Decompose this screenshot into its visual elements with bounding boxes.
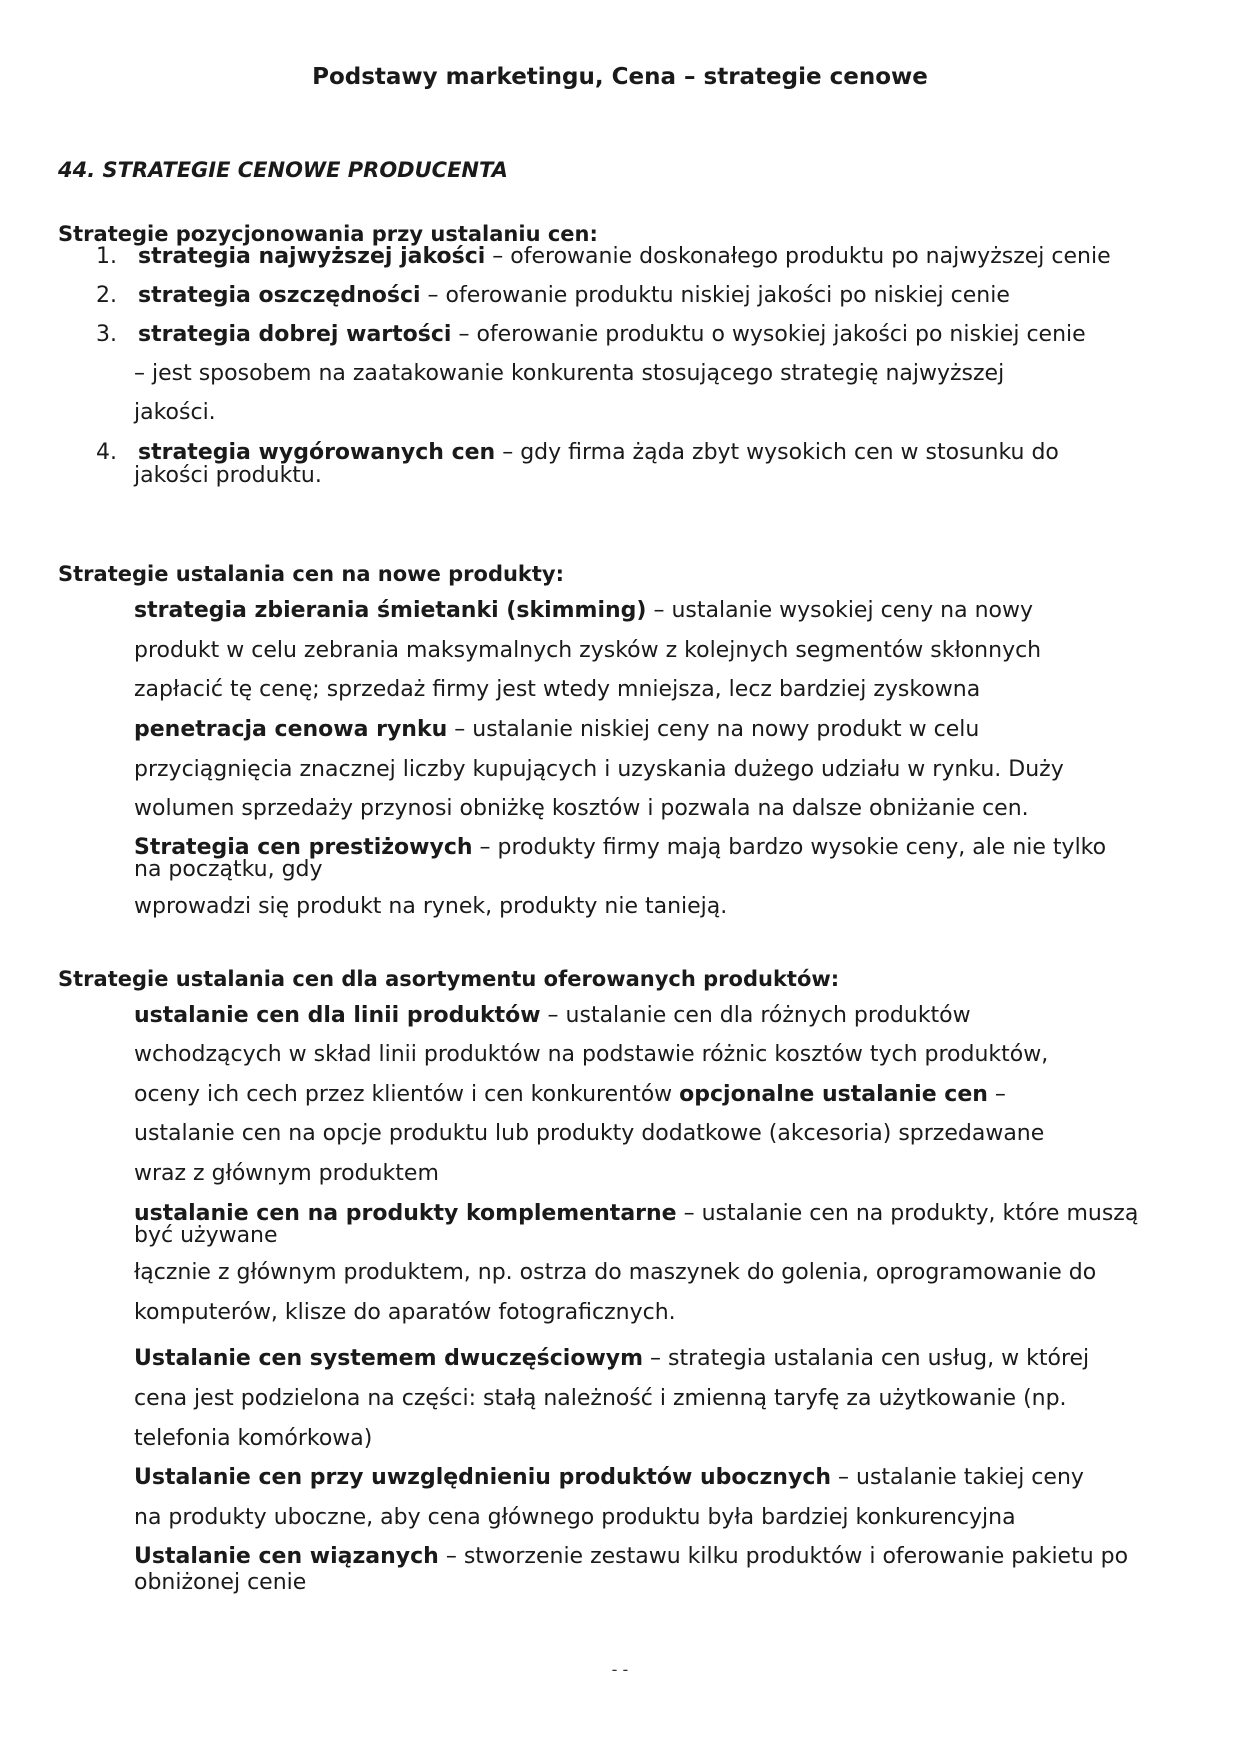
definition: – stworzenie zestawu kilku produktów i oferowanie pakietu po bbox=[438, 1544, 1129, 1569]
definition: – oferowanie doskonałego produktu po najwyższej cenie bbox=[485, 244, 1111, 269]
definition: – oferowanie produktu niskiej jakości po niskiej cenie bbox=[420, 283, 1010, 308]
page-footer: - - bbox=[611, 1660, 629, 1679]
term: strategia najwyższej jakości bbox=[138, 244, 486, 269]
text-line: być używane bbox=[134, 1223, 278, 1248]
text-line: komputerów, klisze do aparatów fotograficznych. bbox=[134, 1300, 676, 1325]
term: opcjonalne ustalanie cen bbox=[679, 1082, 988, 1107]
list-number: 4. bbox=[96, 440, 117, 465]
text-line: przyciągnięcia znacznej liczby kupujących i uzyskania dużego udziału w rynku. Duży bbox=[134, 757, 1064, 782]
text-line: wchodzących w skład linii produktów na podstawie różnic kosztów tych produktów, bbox=[134, 1042, 1049, 1067]
definition: – strategia ustalania cen usług, w której bbox=[643, 1346, 1090, 1371]
text-line: ustalanie cen na opcje produktu lub produkty dodatkowe (akcesoria) sprzedawane bbox=[134, 1121, 1045, 1146]
list-number: 1. bbox=[96, 244, 117, 269]
section-heading-assortment: Strategie ustalania cen dla asortymentu oferowanych produktów: bbox=[58, 967, 840, 991]
text-line: obniżonej cenie bbox=[134, 1570, 307, 1595]
strategy-penetration bbox=[134, 717, 979, 743]
term: strategia zbierania śmietanki (skimming) bbox=[134, 598, 647, 623]
term: Ustalanie cen wiązanych bbox=[134, 1544, 439, 1569]
text-line: zapłacić tę cenę; sprzedaż firmy jest wtedy mniejsza, lecz bardziej zyskowna bbox=[134, 677, 981, 702]
text-line bbox=[134, 1082, 1006, 1108]
text-line: na początku, gdy bbox=[134, 857, 323, 882]
text-line: na produkty uboczne, aby cena głównego produktu była bardziej konkurencyjna bbox=[134, 1505, 1016, 1530]
list-item bbox=[138, 244, 1111, 270]
definition: – gdy firma żąda zbyt wysokich cen w stosunku do bbox=[495, 440, 1059, 465]
section-heading-positioning: Strategie pozycjonowania przy ustalaniu cen: bbox=[58, 222, 598, 246]
strategy-byproduct bbox=[134, 1465, 1084, 1491]
strategy-line-pricing bbox=[134, 1003, 971, 1029]
strategy-complementary bbox=[134, 1201, 1138, 1227]
text-line: wprowadzi się produkt na rynek, produkty nie tanieją. bbox=[134, 894, 728, 919]
text-line: cena jest podzielona na części: stałą należność i zmienną taryfę za użytkowanie (np. bbox=[134, 1386, 1067, 1411]
text-line: wraz z głównym produktem bbox=[134, 1161, 439, 1186]
text-line: produkt w celu zebrania maksymalnych zysków z kolejnych segmentów skłonnych bbox=[134, 638, 1042, 663]
term: Ustalanie cen systemem dwuczęściowym bbox=[134, 1346, 644, 1371]
text-segment: oceny ich cech przez klientów i cen konkurentów bbox=[134, 1082, 680, 1107]
list-item-continuation: jakości produktu. bbox=[134, 463, 322, 488]
term: strategia oszczędności bbox=[138, 283, 421, 308]
list-item-continuation: jakości. bbox=[134, 400, 216, 425]
text-line: łącznie z głównym produktem, np. ostrza do maszynek do golenia, oprogramowanie do bbox=[134, 1260, 1097, 1285]
definition: – produkty firmy mają bardzo wysokie ceny, ale nie tylko bbox=[472, 835, 1107, 860]
definition: – ustalanie cen dla różnych produktów bbox=[540, 1003, 971, 1028]
strategy-bundle bbox=[134, 1544, 1128, 1570]
text-line: telefonia komórkowa) bbox=[134, 1426, 373, 1451]
definition: – ustalanie cen na produkty, które muszą bbox=[676, 1201, 1139, 1226]
term: strategia dobrej wartości bbox=[138, 322, 452, 347]
list-number: 2. bbox=[96, 283, 117, 308]
strategy-skimming bbox=[134, 598, 1033, 624]
definition: – oferowanie produktu o wysokiej jakości po niskiej cenie bbox=[451, 322, 1086, 347]
term: Ustalanie cen przy uwzględnieniu produktów ubocznych bbox=[134, 1465, 832, 1490]
term: penetracja cenowa rynku bbox=[134, 717, 448, 742]
list-number: 3. bbox=[96, 322, 117, 347]
document-title: Podstawy marketingu, Cena – strategie cenowe bbox=[312, 64, 928, 90]
term: strategia wygórowanych cen bbox=[138, 440, 496, 465]
definition: – ustalanie niskiej ceny na nowy produkt w celu bbox=[447, 717, 980, 742]
list-item bbox=[138, 322, 1086, 348]
strategy-two-part bbox=[134, 1346, 1089, 1372]
list-item bbox=[138, 283, 1010, 309]
text-segment: – bbox=[987, 1082, 1006, 1107]
definition: – ustalanie wysokiej ceny na nowy bbox=[646, 598, 1033, 623]
term: Strategia cen prestiżowych bbox=[134, 835, 473, 860]
term: ustalanie cen dla linii produktów bbox=[134, 1003, 541, 1028]
text-line: wolumen sprzedaży przynosi obniżkę kosztów i pozwala na dalsze obniżanie cen. bbox=[134, 796, 1029, 821]
section-heading-new-products: Strategie ustalania cen na nowe produkty: bbox=[58, 562, 565, 586]
list-item-continuation: – jest sposobem na zaatakowanie konkurenta stosującego strategię najwyższej bbox=[134, 361, 1005, 386]
chapter-heading: 44. STRATEGIE CENOWE PRODUCENTA bbox=[58, 158, 508, 182]
definition: – ustalanie takiej ceny bbox=[831, 1465, 1084, 1490]
term: ustalanie cen na produkty komplementarne bbox=[134, 1201, 677, 1226]
